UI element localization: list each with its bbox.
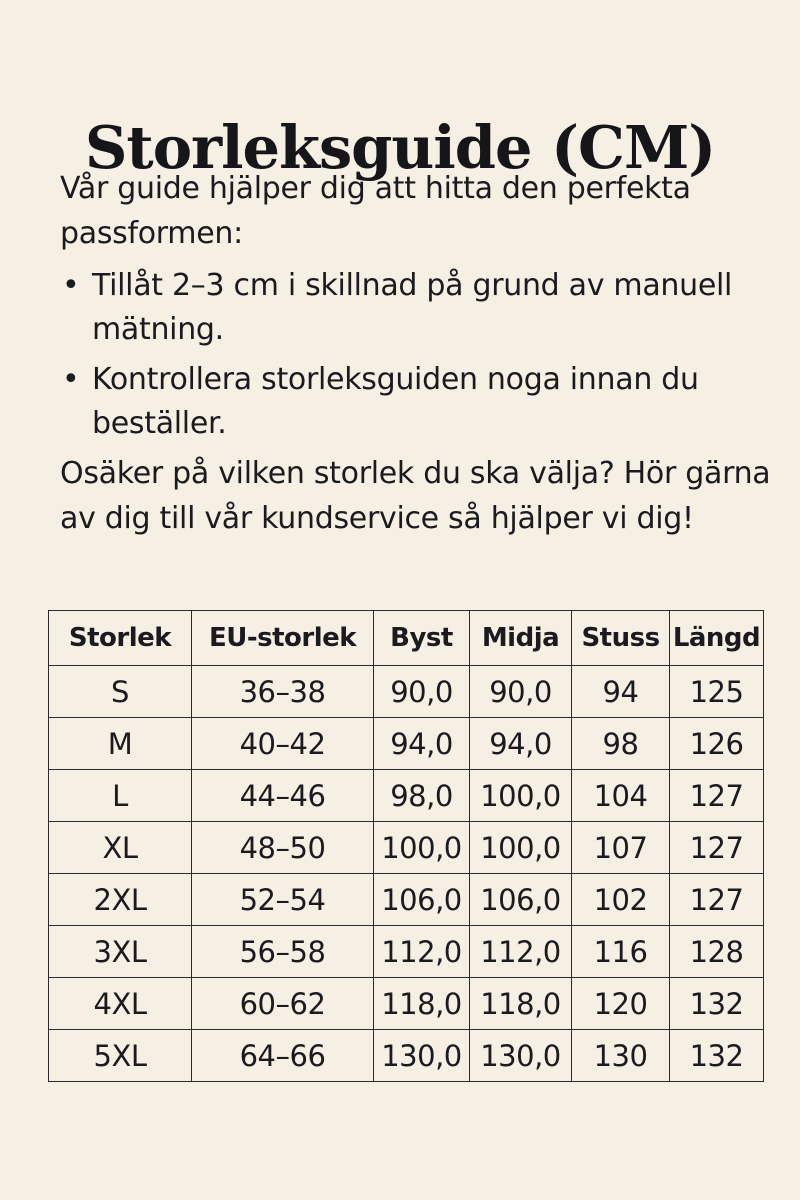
cell-waist: 90,0 — [470, 666, 572, 718]
table-header-row — [49, 611, 764, 666]
tip-text: Tillåt 2–3 cm i skillnad på grund av manuell mätning. — [92, 268, 733, 347]
tip-item — [60, 264, 760, 352]
cell-waist: 106,0 — [470, 874, 572, 926]
cell-bust: 98,0 — [374, 770, 470, 822]
cell-bust: 118,0 — [374, 978, 470, 1030]
cell-hip: 107 — [572, 822, 670, 874]
cell-eu-size: 36–38 — [192, 666, 374, 718]
tip-text: Kontrollera storleksguiden noga innan du beställer. — [92, 362, 699, 441]
cell-bust: 130,0 — [374, 1030, 470, 1082]
cell-size: 5XL — [49, 1030, 192, 1082]
table-row — [49, 718, 764, 770]
cell-hip: 98 — [572, 718, 670, 770]
cell-size: 3XL — [49, 926, 192, 978]
tip-item — [60, 358, 760, 446]
cell-length: 132 — [670, 978, 764, 1030]
cell-waist: 112,0 — [470, 926, 572, 978]
table-row — [49, 978, 764, 1030]
table-row — [49, 666, 764, 718]
table-row — [49, 770, 764, 822]
cell-length: 126 — [670, 718, 764, 770]
table-row — [49, 926, 764, 978]
cell-length: 128 — [670, 926, 764, 978]
table-row — [49, 1030, 764, 1082]
cell-size: 4XL — [49, 978, 192, 1030]
size-table — [48, 610, 764, 1082]
cell-length: 132 — [670, 1030, 764, 1082]
column-header-waist: Midja — [470, 611, 572, 666]
cell-size: L — [49, 770, 192, 822]
cell-bust: 112,0 — [374, 926, 470, 978]
column-header-bust: Byst — [374, 611, 470, 666]
cell-size: XL — [49, 822, 192, 874]
cell-length: 127 — [670, 822, 764, 874]
cell-eu-size: 44–46 — [192, 770, 374, 822]
cell-length: 127 — [670, 874, 764, 926]
cell-eu-size: 48–50 — [192, 822, 374, 874]
cell-hip: 120 — [572, 978, 670, 1030]
cell-bust: 90,0 — [374, 666, 470, 718]
cell-waist: 100,0 — [470, 770, 572, 822]
column-header-size: Storlek — [49, 611, 192, 666]
cell-hip: 130 — [572, 1030, 670, 1082]
cell-eu-size: 60–62 — [192, 978, 374, 1030]
table-row — [49, 822, 764, 874]
cell-bust: 106,0 — [374, 874, 470, 926]
cell-bust: 94,0 — [374, 718, 470, 770]
intro-text: Vår guide hjälper dig att hitta den perfekta passformen: — [60, 171, 691, 251]
cell-size: S — [49, 666, 192, 718]
cell-eu-size: 40–42 — [192, 718, 374, 770]
cell-hip: 116 — [572, 926, 670, 978]
table-row — [49, 874, 764, 926]
cell-eu-size: 64–66 — [192, 1030, 374, 1082]
contact-text: Osäker på vilken storlek du ska välja? Hör gärna av dig till vår kundservice så hjälper vi dig! — [60, 456, 771, 536]
page-title: Storleksguide (CM) — [84, 112, 716, 182]
cell-eu-size: 52–54 — [192, 874, 374, 926]
cell-waist: 130,0 — [470, 1030, 572, 1082]
cell-waist: 94,0 — [470, 718, 572, 770]
column-header-hip: Stuss — [572, 611, 670, 666]
bullet-dot-icon: • — [62, 362, 80, 397]
cell-hip: 102 — [572, 874, 670, 926]
cell-size: 2XL — [49, 874, 192, 926]
cell-bust: 100,0 — [374, 822, 470, 874]
column-header-eu-size: EU-storlek — [192, 611, 374, 666]
tips-list — [60, 264, 760, 452]
cell-size: M — [49, 718, 192, 770]
cell-hip: 104 — [572, 770, 670, 822]
cell-hip: 94 — [572, 666, 670, 718]
cell-eu-size: 56–58 — [192, 926, 374, 978]
cell-waist: 118,0 — [470, 978, 572, 1030]
cell-waist: 100,0 — [470, 822, 572, 874]
cell-length: 125 — [670, 666, 764, 718]
cell-length: 127 — [670, 770, 764, 822]
bullet-dot-icon: • — [62, 268, 80, 303]
column-header-length: Längd — [670, 611, 764, 666]
